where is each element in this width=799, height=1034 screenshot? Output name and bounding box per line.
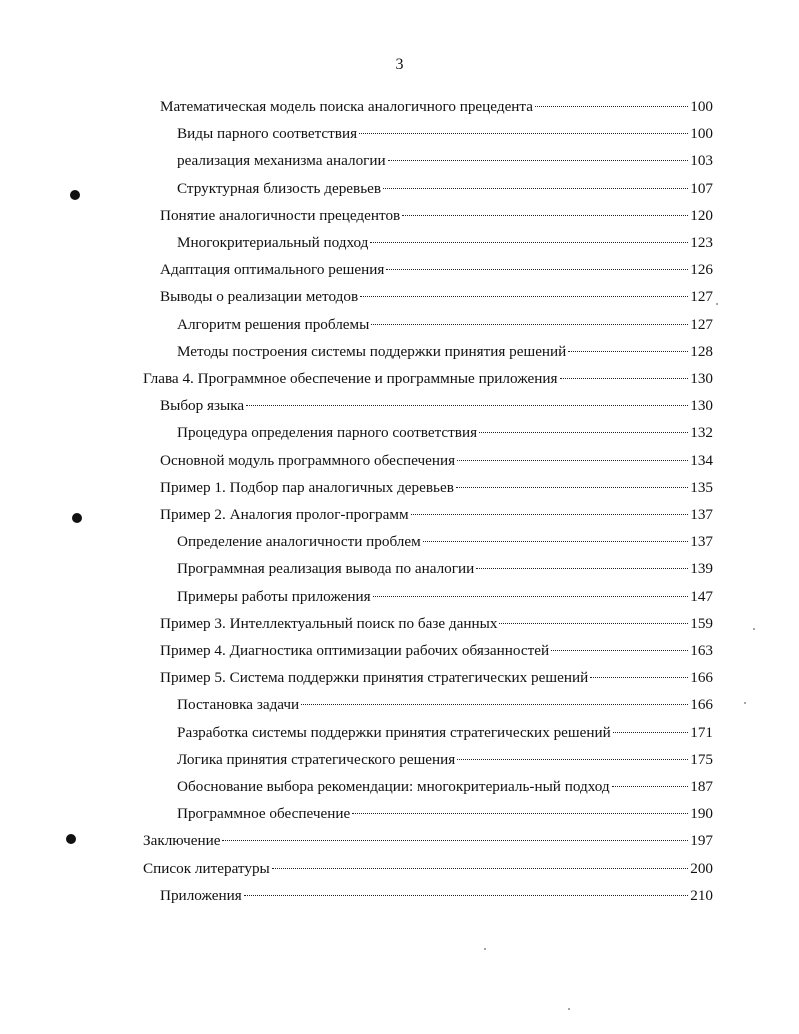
punch-hole-mark	[66, 834, 76, 844]
dot-leader	[383, 188, 688, 189]
dot-leader	[479, 432, 688, 433]
toc-entry-title: Приложения	[160, 886, 242, 904]
scan-speck	[568, 1008, 570, 1010]
dot-leader	[301, 704, 688, 705]
dot-leader	[222, 840, 688, 841]
toc-entry	[177, 721, 713, 745]
toc-entry-title: Обоснование выбора рекомендации: многокритериаль-ный подход	[177, 778, 610, 795]
dot-leader	[613, 732, 688, 733]
dot-leader	[373, 596, 689, 597]
toc-entry-page: 123	[690, 234, 713, 251]
dot-leader	[371, 324, 688, 325]
toc-entry-page: 126	[690, 261, 713, 279]
toc-entry-page: 147	[690, 587, 713, 605]
toc-entry	[177, 231, 713, 255]
dot-leader	[499, 623, 688, 624]
dot-leader	[551, 650, 688, 651]
toc-entry-title: Виды парного соответствия	[177, 125, 358, 143]
toc-entry-title: Примеры работы приложения	[177, 587, 371, 605]
toc-entry	[160, 204, 713, 228]
toc-entry	[177, 149, 713, 173]
toc-entry	[177, 585, 713, 609]
toc-entry-page: 130	[690, 370, 713, 387]
toc-entry	[160, 258, 713, 282]
toc-entry	[177, 530, 713, 554]
toc-entry-page: 163	[690, 642, 713, 659]
toc-entry	[160, 639, 713, 663]
scan-speck	[753, 628, 755, 630]
toc-entry-page: 166	[690, 669, 713, 687]
toc-entry-page: 130	[690, 397, 713, 415]
toc-entry-title: Глава 4. Программное обеспечение и программные приложения	[143, 370, 558, 387]
dot-leader	[456, 487, 688, 488]
toc-entry-page: 128	[690, 342, 713, 360]
toc-entry-title: Процедура определения парного соответствия	[177, 424, 478, 442]
toc-entry-page: 200	[690, 859, 713, 877]
toc-entry-title: Программная реализация вывода по аналогии	[177, 560, 475, 578]
dot-leader	[370, 242, 688, 243]
toc-entry-title: Понятие аналогичности прецедентов	[160, 206, 401, 224]
toc-entry-page: 159	[690, 614, 713, 632]
punch-hole-mark	[72, 513, 82, 523]
toc-entry-page: 100	[690, 125, 713, 143]
page-number: 3	[395, 56, 404, 73]
toc-entry	[160, 449, 713, 473]
toc-entry-title: Пример 1. Подбор пар аналогичных деревьев	[160, 478, 454, 496]
toc-entry-title: Многокритериальный подход	[177, 234, 369, 251]
toc-entry-page: 127	[690, 288, 713, 306]
toc-entry	[177, 340, 713, 364]
dot-leader	[476, 568, 688, 569]
toc-entry	[160, 95, 713, 119]
dot-leader	[457, 759, 688, 760]
toc-entry	[177, 177, 713, 201]
toc-entry	[160, 285, 713, 309]
dot-leader	[535, 106, 688, 107]
dot-leader	[612, 786, 689, 787]
toc-entry-page: 166	[690, 696, 713, 714]
toc-entry-page: 171	[690, 723, 713, 741]
toc-entry-page: 120	[690, 206, 713, 224]
dot-leader	[568, 351, 688, 352]
toc-entry-page: 197	[690, 832, 713, 850]
toc-entry	[177, 557, 713, 581]
dot-leader	[244, 895, 688, 896]
toc-entry-title: Заключение	[143, 832, 221, 850]
toc-entry	[177, 313, 713, 337]
scan-speck	[484, 948, 486, 950]
toc-entry-page: 135	[690, 478, 713, 496]
toc-entry-page: 127	[690, 315, 713, 333]
toc-entry	[160, 394, 713, 418]
dot-leader	[560, 378, 689, 379]
dot-leader	[352, 813, 688, 814]
scan-speck	[744, 702, 746, 704]
toc-entry-title: Программное обеспечение	[177, 805, 351, 823]
toc-entry-title: реализация механизма аналогии	[177, 152, 386, 170]
toc-entry	[143, 857, 713, 881]
toc-entry	[160, 612, 713, 636]
dot-leader	[359, 133, 688, 134]
toc-entry-title: Определение аналогичности проблем	[177, 533, 421, 551]
toc-entry-title: Список литературы	[143, 859, 270, 877]
toc-entry	[177, 122, 713, 146]
toc-entry-title: Алгоритм решения проблемы	[177, 315, 370, 333]
toc-entry	[177, 802, 713, 826]
dot-leader	[402, 215, 688, 216]
punch-hole-mark	[70, 190, 80, 200]
dot-leader	[246, 405, 688, 406]
toc-entry-title: Пример 5. Система поддержки принятия стратегических решений	[160, 669, 589, 687]
toc-entry-title: Постановка задачи	[177, 696, 300, 714]
toc-entry-page: 137	[690, 506, 713, 523]
toc-entry-title: Основной модуль программного обеспечения	[160, 451, 456, 469]
toc-entry-page: 107	[690, 179, 713, 197]
toc-entry-title: Структурная близость деревьев	[177, 179, 382, 197]
toc-entry-page: 190	[690, 805, 713, 823]
toc-entry	[143, 367, 713, 391]
toc-entry-page: 137	[690, 533, 713, 551]
toc-entry	[160, 666, 713, 690]
toc-entry	[177, 693, 713, 717]
dot-leader	[590, 677, 688, 678]
dot-leader	[457, 460, 688, 461]
toc-entry	[177, 775, 713, 799]
toc-entry-title: Методы построения системы поддержки принятия решений	[177, 342, 567, 360]
toc-entry-page: 100	[690, 98, 713, 115]
toc-entry-title: Пример 3. Интеллектуальный поиск по базе данных	[160, 614, 498, 632]
toc-entry-page: 187	[690, 778, 713, 795]
toc-entry-page: 132	[690, 424, 713, 442]
toc-entry-page: 134	[690, 451, 713, 469]
dot-leader	[272, 868, 688, 869]
toc-entry	[160, 503, 713, 527]
toc-entry-title: Логика принятия стратегического решения	[177, 750, 456, 768]
toc-entry-title: Выбор языка	[160, 397, 245, 415]
dot-leader	[411, 514, 689, 515]
toc-entry-page: 210	[690, 886, 713, 904]
toc-entry-title: Пример 2. Аналогия пролог-программ	[160, 506, 409, 523]
toc-entry	[177, 748, 713, 772]
toc-entry-page: 175	[690, 750, 713, 768]
toc-entry-title: Разработка системы поддержки принятия стратегических решений	[177, 723, 611, 741]
dot-leader	[386, 269, 688, 270]
dot-leader	[360, 296, 688, 297]
toc-entry-page: 103	[690, 152, 713, 170]
scan-speck	[716, 303, 718, 305]
toc-entry-page: 139	[690, 560, 713, 578]
toc-entry-title: Пример 4. Диагностика оптимизации рабочих обязанностей	[160, 642, 550, 659]
toc-entry	[143, 829, 713, 853]
toc-entry	[160, 884, 713, 908]
toc-entry-title: Выводы о реализации методов	[160, 288, 359, 306]
dot-leader	[423, 541, 688, 542]
dot-leader	[388, 160, 689, 161]
toc-entry-title: Адаптация оптимального решения	[160, 261, 385, 279]
toc-entry-title: Математическая модель поиска аналогичного прецедента	[160, 98, 533, 115]
toc-entry	[177, 421, 713, 445]
toc-entry	[160, 476, 713, 500]
